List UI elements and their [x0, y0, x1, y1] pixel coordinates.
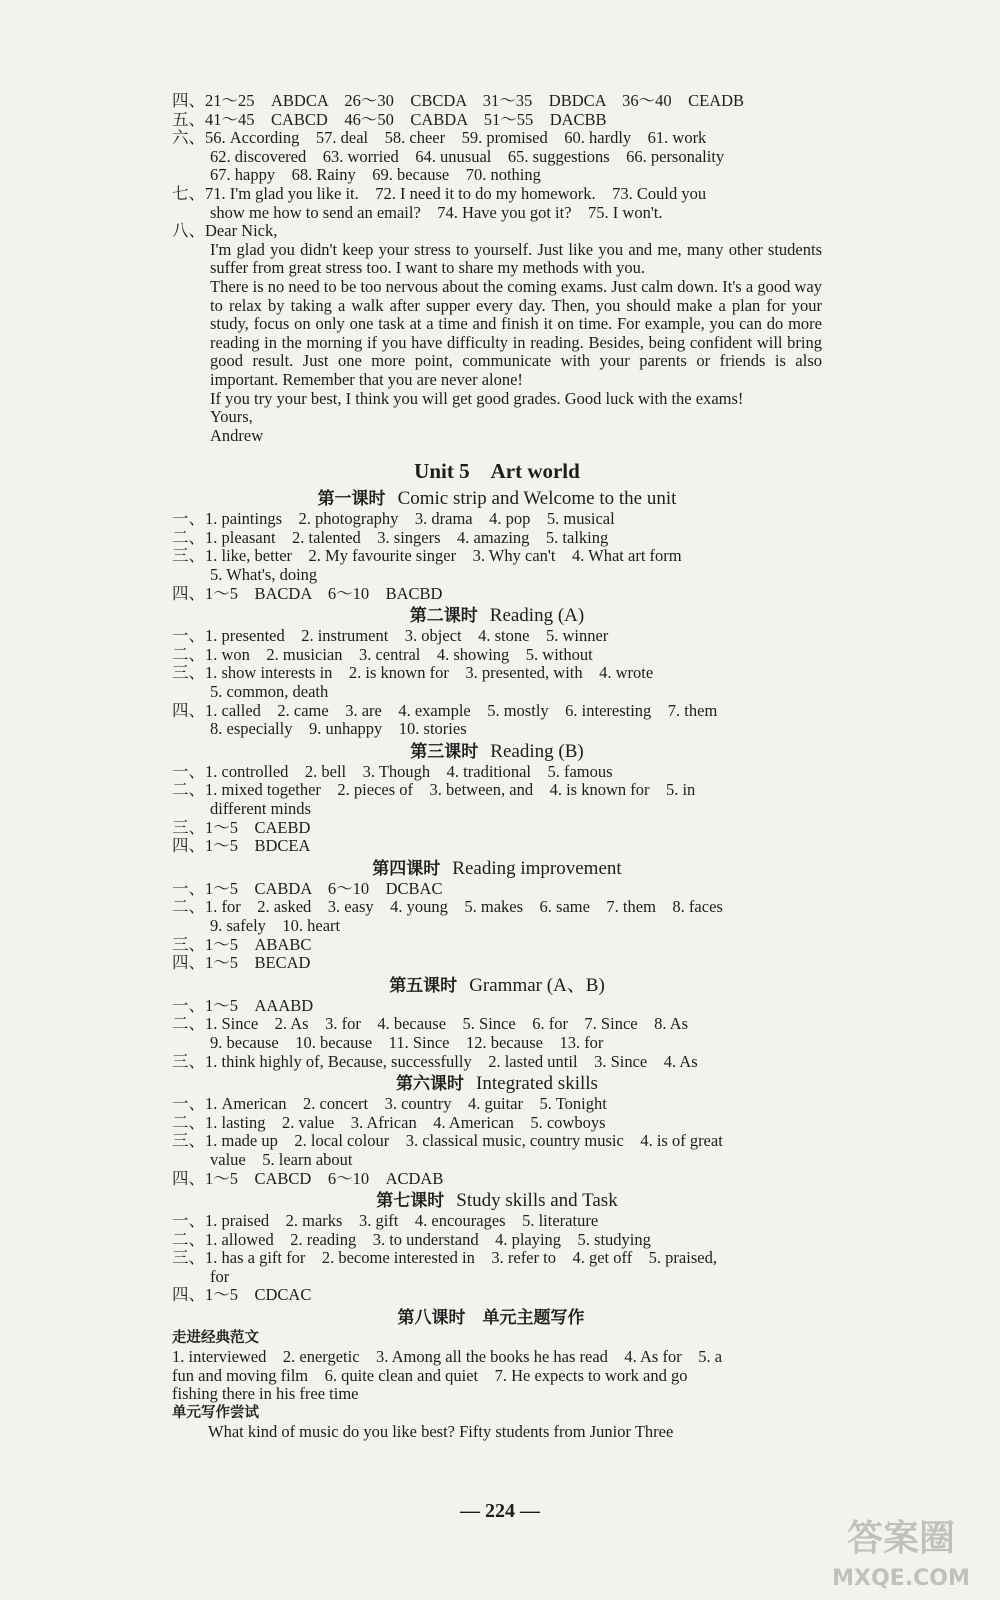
lesson-7-answer-line: 一、1. praised 2. marks 3. gift 4. encourages 5. literature: [172, 1211, 599, 1231]
answer-line-7: 七、71. I'm glad you like it. 72. I need it to do my homework. 73. Could you: [172, 183, 707, 203]
lessons-container: [172, 488, 822, 1305]
lesson-4-answer-line: 三、1～5 ABABC: [172, 934, 312, 954]
lesson-2-answer-line: 5. common, death: [210, 682, 329, 702]
lesson-4-answer-line: 二、1. for 2. asked 3. easy 4. young 5. makes 6. same 7. them 8. faces: [172, 897, 723, 917]
lesson-7-answer-line: 四、1～5 CDCAC: [172, 1285, 312, 1305]
lesson-7-answer-line: 二、1. allowed 2. reading 3. to understand 4. playing 5. studying: [172, 1229, 651, 1249]
lesson-3-answer-line: different minds: [210, 799, 311, 818]
answer-line-7b: show me how to send an email? 74. Have you got it? 75. I won't.: [210, 202, 663, 222]
lesson-3-answer-line: 二、1. mixed together 2. pieces of 3. between, and 4. is known for 5. in: [172, 780, 696, 800]
lesson-1-en: Comic strip and Welcome to the unit: [397, 488, 677, 510]
lesson-5-answer-line: 一、1～5 AAABD: [172, 995, 314, 1015]
lesson-1-answer-line: 四、1～5 BACDA 6～10 BACBD: [172, 583, 443, 603]
lesson-5-answer-line: 9. because 10. because 11. Since 12. because 13. for: [210, 1032, 604, 1052]
lesson-3-answer-line: 三、1～5 CAEBD: [172, 817, 311, 837]
lesson-3-zh: 第三课时: [410, 741, 479, 762]
lesson-2-answer-line: 三、1. show interests in 2. is known for 3. presented, with 4. wrote: [172, 663, 654, 683]
lesson-1-title: [172, 488, 822, 510]
lesson-6-answer-line: 四、1～5 CABCD 6～10 ACDAB: [172, 1168, 444, 1188]
lesson-5-title: [172, 975, 822, 997]
lesson-3-answer-line: 一、1. controlled 2. bell 3. Though 4. traditional 5. famous: [172, 761, 613, 781]
answer-line-4: 四、21～25 ABDCA 26～30 CBCDA 31～35 DBDCA 36～40 CEADB: [172, 91, 745, 110]
lesson-6-title: [172, 1073, 822, 1095]
lesson-6-zh: 第六课时: [396, 1074, 465, 1095]
lesson-1-answer-line: 5. What's, doing: [210, 565, 318, 585]
letter-paragraph-3: If you try your best, I think you will get good grades. Good luck with the exams!: [210, 388, 744, 408]
watermark-text-en: MXQE.COM: [832, 1566, 970, 1591]
letter-signature: Andrew: [210, 425, 264, 445]
lesson-4-en: Reading improvement: [452, 857, 622, 879]
lesson-6-answer-line: 三、1. made up 2. local colour 3. classical music, country music 4. is of great: [172, 1131, 723, 1151]
answer-line-6: 六、56. According 57. deal 58. cheer 59. promised 60. hardly 61. work: [172, 128, 707, 148]
answer-content: [172, 92, 822, 1441]
answer-line-8: 八、Dear Nick,: [172, 221, 278, 241]
lesson-1-zh: 第一课时: [317, 489, 386, 510]
lesson-5-answer-line: 三、1. think highly of, Because, successfully 2. lasted until 3. Since 4. As: [172, 1051, 698, 1071]
lesson-8-zh: 第八课时 单元主题写作: [397, 1308, 585, 1329]
lesson-8-writing-prompt: What kind of music do you like best? Fifty students from Junior Three: [208, 1421, 674, 1441]
lesson-7-answer-line: 三、1. has a gift for 2. become interested in 3. refer to 4. get off 5. praised,: [172, 1248, 717, 1268]
lesson-1-answer-line: 二、1. pleasant 2. talented 3. singers 4. amazing 5. talking: [172, 527, 609, 547]
lesson-1-answer-line: 一、1. paintings 2. photography 3. drama 4. pop 5. musical: [172, 509, 615, 529]
lesson-4-answer-line: 一、1～5 CABDA 6～10 DCBAC: [172, 878, 443, 898]
lesson-7-answer-line: for: [210, 1266, 230, 1286]
lesson-8-line-2: fun and moving film 6. quite clean and quiet 7. He expects to work and go: [172, 1365, 688, 1385]
lesson-6-en: Integrated skills: [476, 1073, 598, 1095]
lesson-8-line-1: 1. interviewed 2. energetic 3. Among all the books he has read 4. As for 5. a: [172, 1347, 723, 1367]
lesson-2-title: [172, 605, 822, 627]
lesson-8-title: [172, 1307, 822, 1329]
lesson-8-line-3: fishing there in his free time: [172, 1384, 359, 1404]
answer-line-5: 五、41～45 CABCD 46～50 CABDA 51～55 DACBB: [172, 109, 607, 129]
lesson-5-en: Grammar (A、B): [469, 974, 605, 996]
lesson-1-answer-line: 三、1. like, better 2. My favourite singer 3. Why can't 4. What art form: [172, 546, 682, 566]
lesson-4-title: [172, 858, 822, 880]
lesson-3-answer-line: 四、1～5 BDCEA: [172, 836, 311, 856]
lesson-5-zh: 第五课时: [389, 975, 458, 996]
lesson-3-title: [172, 741, 822, 763]
lesson-4-answer-line: 9. safely 10. heart: [210, 915, 341, 935]
lesson-8-subheading-2: 单元写作尝试: [172, 1404, 259, 1421]
answer-line-6c: 67. happy 68. Rainy 69. because 70. nothing: [210, 165, 541, 185]
lesson-2-answer-line: 二、1. won 2. musician 3. central 4. showing 5. without: [172, 644, 593, 664]
unit-title: Unit 5 Art world: [414, 459, 580, 484]
lesson-7-en: Study skills and Task: [456, 1190, 618, 1212]
answer-line-6b: 62. discovered 63. worried 64. unusual 65. suggestions 66. personality: [210, 146, 725, 166]
lesson-2-answer-line: 一、1. presented 2. instrument 3. object 4. stone 5. winner: [172, 626, 609, 646]
lesson-6-answer-line: 一、1. American 2. concert 3. country 4. guitar 5. Tonight: [172, 1094, 607, 1114]
letter-closing: Yours,: [210, 407, 253, 427]
letter-paragraph-2: There is no need to be too nervous about the coming exams. Just calm down. It's a good way to relax by taking a walk after supper every day. Then, you should make a plan for your study, focus on only one task at a time and finish it on time. For example, you can do more reading in the morning if you have difficulty in reading. Besides, being confident will bring good result. Just one more point, communicate with your parents or friends is also important. Remember that you are never alone!: [210, 276, 822, 389]
lesson-4-answer-line: 四、1～5 BECAD: [172, 953, 311, 973]
lesson-2-answer-line: 四、1. called 2. came 3. are 4. example 5. mostly 6. interesting 7. them: [172, 700, 718, 720]
lesson-8-subheading-1: 走进经典范文: [172, 1330, 259, 1347]
lesson-7-zh: 第七课时: [376, 1191, 445, 1212]
lesson-3-en: Reading (B): [490, 740, 584, 762]
watermark-logo: [813, 1505, 988, 1595]
lesson-5-answer-line: 二、1. Since 2. As 3. for 4. because 5. Since 6. for 7. Since 8. As: [172, 1014, 689, 1034]
lesson-6-answer-line: value 5. learn about: [210, 1149, 353, 1169]
lesson-2-answer-line: 8. especially 9. unhappy 10. stories: [210, 719, 467, 739]
watermark-text-zh: 答案圈: [846, 1518, 956, 1559]
lesson-4-zh: 第四课时: [372, 858, 441, 879]
lesson-7-title: [172, 1190, 822, 1212]
lesson-2-en: Reading (A): [489, 605, 585, 627]
lesson-6-answer-line: 二、1. lasting 2. value 3. African 4. American 5. cowboys: [172, 1112, 606, 1132]
letter-paragraph-1: I'm glad you didn't keep your stress to yourself. Just like you and me, many other students suffer from great stress too. I want to share my methods with you.: [210, 239, 822, 278]
lesson-2-zh: 第二课时: [409, 606, 478, 627]
unit4-tail-section: [172, 92, 822, 445]
page-number: — 224 —: [460, 1500, 540, 1522]
